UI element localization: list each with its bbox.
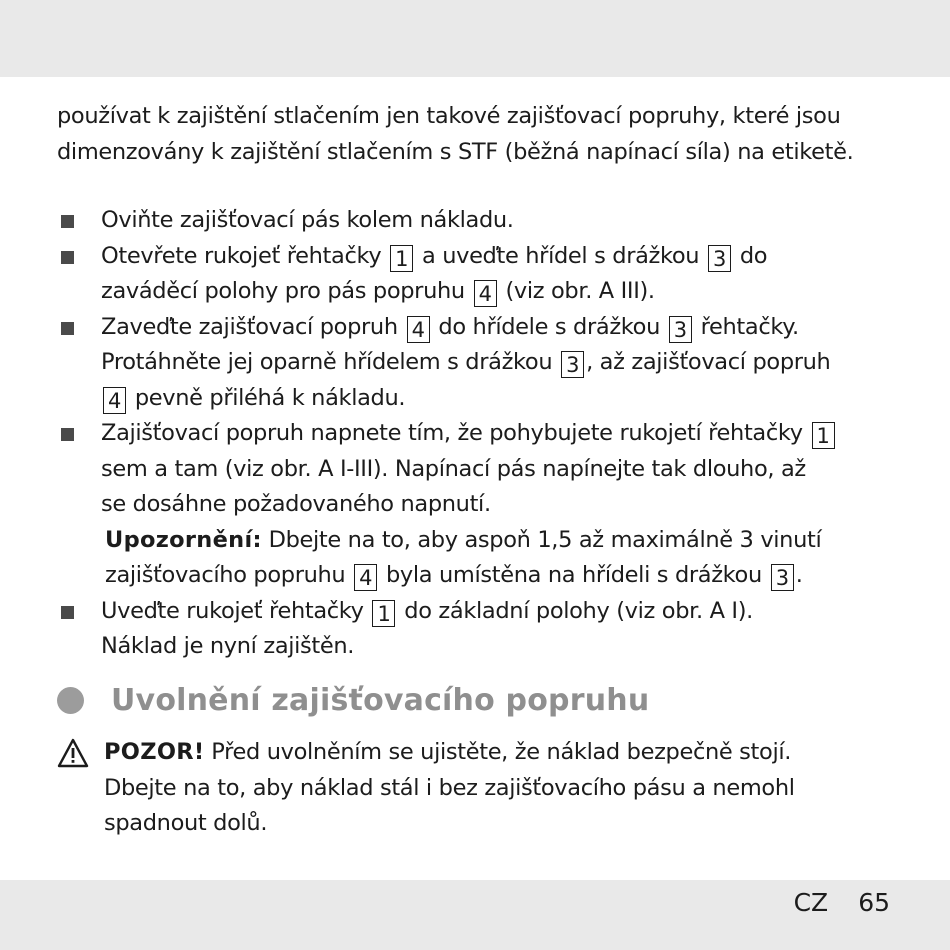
list-item (57, 594, 937, 665)
warning-line (104, 735, 937, 771)
step-text: do (739, 242, 768, 269)
step-text: se dosáhne požadovaného napnutí. (101, 491, 491, 517)
intro-line: používat k zajištění stlačením jen takové zajišťovací popruhy, které jsou (57, 103, 841, 129)
note-text: zajišťovacího popruhu (105, 562, 346, 588)
list-item (57, 203, 937, 239)
ref-box-shaft: 3 (708, 245, 731, 272)
step-text: Uveďte rukojeť řehtačky (101, 597, 364, 624)
step-line (101, 381, 937, 417)
ref-box-handle: 1 (812, 422, 835, 449)
list-item (57, 416, 937, 594)
instruction-list (57, 203, 937, 665)
step-text: Náklad je nyní zajištěn. (101, 633, 355, 659)
ref-box-handle: 1 (372, 600, 395, 627)
step-text: Otevřete rukojeť řehtačky (101, 242, 382, 269)
note-text: byla umístěna na hřídeli s drážkou (385, 562, 762, 588)
step-line (101, 416, 937, 452)
page-number: 65 (858, 888, 890, 917)
note-line (101, 558, 937, 594)
step-text: pevně přiléhá k nákladu. (134, 384, 406, 411)
square-bullet-icon (61, 606, 74, 619)
ref-box-strap: 4 (474, 280, 497, 307)
intro-line: dimenzovány k zajištění stlačením s STF (běžná napínací síla) na etiketě. (57, 138, 854, 165)
page-footer (794, 888, 890, 917)
ref-box-handle: 1 (390, 245, 413, 272)
step-text: sem a tam (viz obr. A I-III). Napínací pás napínejte tak dlouho, až (101, 455, 806, 482)
step-text: řehtačky. (700, 313, 799, 340)
step-line (101, 274, 937, 310)
list-item (57, 310, 937, 417)
note-text: Dbejte na to, aby aspoň 1,5 až maximálně 3 vinutí (268, 526, 822, 553)
step-line (101, 239, 937, 275)
warning-block (57, 735, 937, 842)
step-text: do základní polohy (viz obr. A I). (404, 597, 753, 624)
step-line (101, 345, 937, 381)
ref-box-shaft: 3 (669, 316, 692, 343)
step-text: do hřídele s drážkou (438, 313, 660, 340)
square-bullet-icon (61, 251, 74, 264)
step-text: Protáhněte jej oparně hřídelem s drážkou (101, 349, 553, 375)
language-code: CZ (793, 888, 829, 917)
ref-box-shaft: 3 (561, 351, 584, 378)
ref-box-strap: 4 (103, 387, 126, 414)
step-text: Zajišťovací popruh napnete tím, že pohybujete rukojetí řehtačky (101, 420, 803, 446)
step-text: (viz obr. A III). (505, 278, 655, 304)
warning-sentence: Před uvolněním se ujistěte, že náklad bezpečně stojí. (211, 739, 792, 765)
section-title: Uvolnění zajišťovacího popruhu (111, 682, 650, 718)
ref-box-strap: 4 (354, 564, 377, 591)
list-item (57, 239, 937, 310)
circle-bullet-icon (57, 687, 84, 714)
step-text: Zaveďte zajišťovací popruh (101, 313, 398, 340)
step-line (101, 594, 937, 630)
warning-line: spadnout dolů. (104, 810, 268, 836)
intro-paragraph (57, 99, 937, 170)
warning-text (57, 735, 937, 842)
square-bullet-icon (61, 215, 74, 228)
ref-box-strap: 4 (407, 316, 430, 343)
warning-label: POZOR! (104, 739, 205, 765)
step-text: zaváděcí polohy pro pás popruhu (101, 278, 465, 304)
top-margin-band (0, 0, 950, 77)
ref-box-shaft: 3 (771, 564, 794, 591)
step-text: Oviňte zajišťovací pás kolem nákladu. (101, 207, 514, 233)
square-bullet-icon (61, 428, 74, 441)
square-bullet-icon (61, 322, 74, 335)
note-label: Upozornění: (105, 526, 262, 553)
note-line (101, 523, 937, 559)
step-text: a uveďte hřídel s drážkou (421, 242, 700, 269)
step-line (101, 310, 937, 346)
warning-line: Dbejte na to, aby náklad stál i bez zajišťovacího pásu a nemohl (104, 774, 795, 801)
step-text: , až zajišťovací popruh (586, 349, 831, 375)
section-heading (57, 678, 649, 722)
note-text: . (795, 562, 803, 588)
warning-triangle-icon (57, 738, 89, 768)
